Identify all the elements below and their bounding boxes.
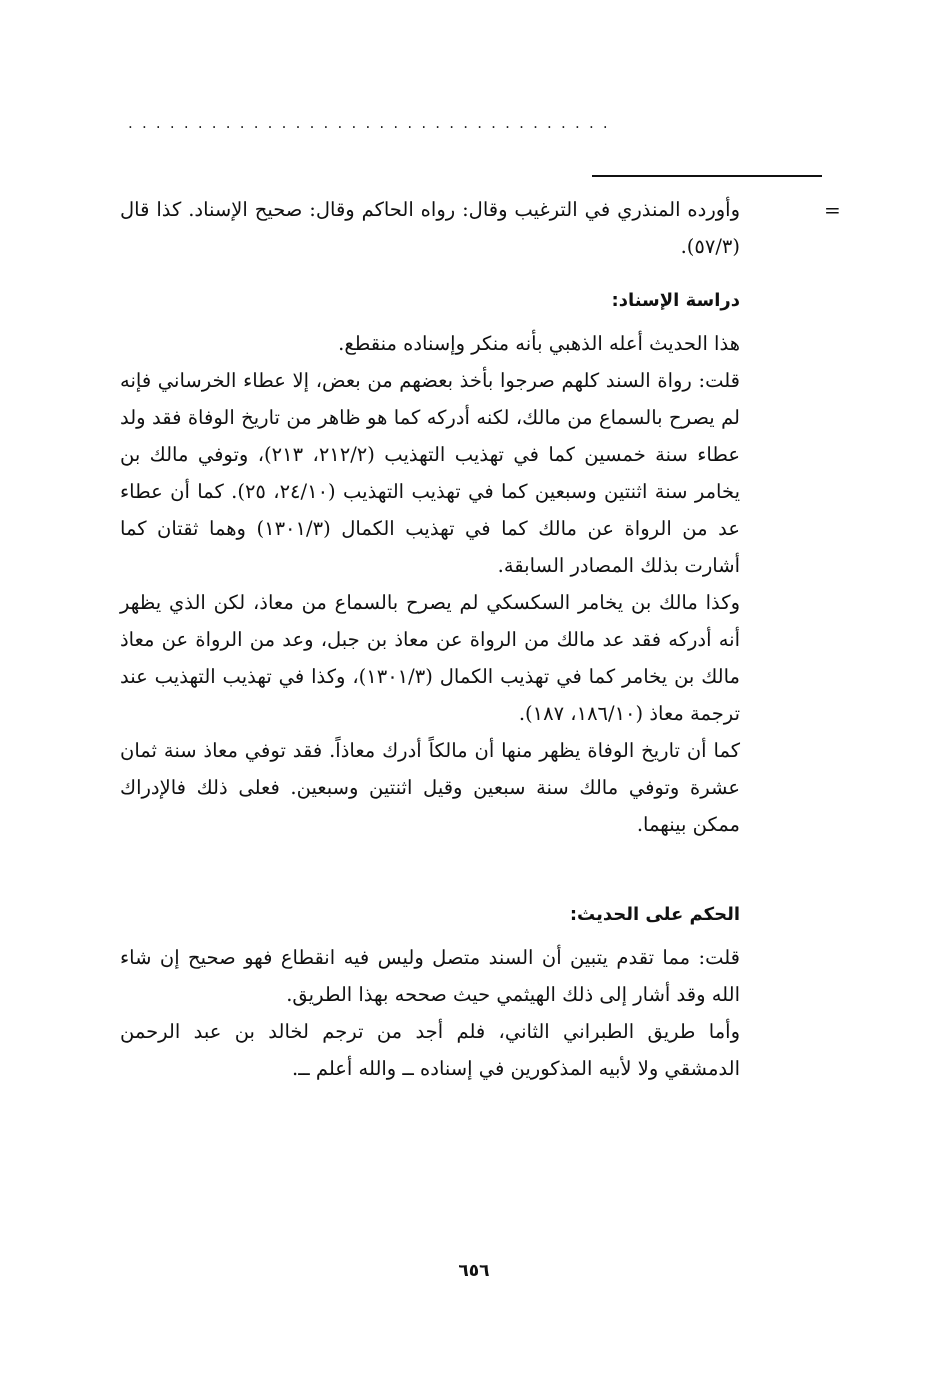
section-heading-hadith-ruling: الحكم على الحديث: (569, 904, 740, 925)
footnote-rule (592, 175, 822, 177)
dotted-separator: ................................... (128, 114, 617, 132)
section-heading-isnad-study: دراسة الإسناد: (611, 290, 740, 311)
paragraph: قلت: رواة السند كلهم صرجوا بأخذ بعضهم من بعض، إلا عطاء الخرساني فإنه لم يصرح بالسماع من مالك، لكنه أدركه كما هو ظاهر من تاريخ الوفاة فقد ولد عطاء سنة خمسين كما في تهذيب التهذيب (٢١٢/٢، ٢١٣)، وتوفي مالك بن يخامر سنة اثنتين وسبعين كما في تهذيب التهذيب (٢٤/١٠، ٢٥). كما أن عطاء عد من الرواة عن مالك كما في تهذيب الكمال (١٣٠١/٣) وهما ثقتان كما أشارت بذلك المصادر السابقة. (120, 369, 740, 577)
footnote-text (120, 191, 740, 265)
paragraph: هذا الحديث أعله الذهبي بأنه منكر وإسناده منقطع. (338, 332, 740, 355)
paragraph: كما أن تاريخ الوفاة يظهر منها أن مالكاً أدرك معاذاً. فقد توفي معاذ سنة ثمان عشرة وتوفي مالك سنة سبعين وقيل اثنتين وسبعين. فعلى ذلك فالإدراك ممكن بينهما. (120, 739, 740, 836)
section-body-isnad-study (120, 325, 740, 843)
paragraph: وكذا مالك بن يخامر السكسكي لم يصرح بالسماع من معاذ، لكن الذي يظهر أنه أدركه فقد عد مالك من الرواة عن معاذ بن جبل، وعد من الرواة عن معاذ مالك بن يخامر كما في تهذيب الكمال (١٣٠١/٣)، وكذا في تهذيب التهذيب عند ترجمة معاذ (١٨٦/١٠، ١٨٧). (120, 591, 740, 725)
section-body-hadith-ruling (120, 939, 740, 1087)
paragraph: وأما طريق الطبراني الثاني، فلم أجد من ترجم لخالد بن عبد الرحمن الدمشقي ولا لأبيه المذكورين في إسناده ــ والله أعلم ــ. (120, 1020, 740, 1080)
footnote-paragraph: وأورده المنذري في الترغيب وقال: رواه الحاكم وقال: صحيح الإسناد. كذا قال (٥٧/٣). (120, 198, 740, 258)
paragraph: قلت: مما تقدم يتبين أن السند متصل وليس فيه انقطاع فهو صحيح إن شاء الله وقد أشار إلى ذلك الهيثمي حيث صححه بهذا الطريق. (120, 946, 740, 1006)
footnote-continuation-mark: = (824, 198, 841, 222)
page-number: ٦٥٦ (458, 1261, 490, 1281)
